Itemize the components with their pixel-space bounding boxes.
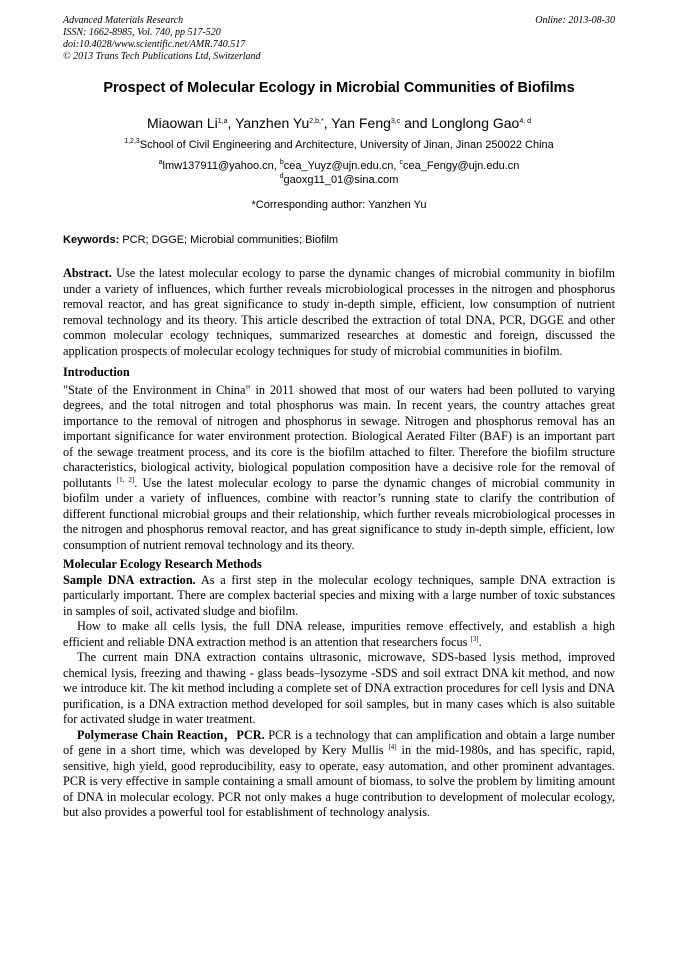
- intro-text: "State of the Environment in China" in 2011 showed that most of our waters had been polluted to varying degrees, and the total nitrogen and total phosphorus was main. In recent years, the country attaches great importance to the removal of nitrogen and phosphorus in sewage. Nitrogen and phosphorus removal has an important significance for water environment protection. Biological Aerated Filter (BAF) is an important part of the sewage treatment process, and its core is the biofilm attached to filter. Therefore the biofilm structure characteristics, biological activity, biological population composition have a decisive role for the removal of pollutants: [63, 382, 615, 490]
- author-emails: [63, 159, 615, 187]
- affiliation: [63, 138, 615, 152]
- pcr-paragraph: [63, 728, 615, 821]
- citation: [3]: [470, 634, 479, 643]
- email-a: lmw137911@yahoo.cn,: [162, 160, 280, 172]
- keywords: [63, 233, 615, 247]
- section-heading-methods: Molecular Ecology Research Methods: [63, 557, 262, 571]
- email-sup: c: [399, 159, 404, 166]
- intro-paragraph: [63, 383, 615, 554]
- section-heading-introduction: Introduction: [63, 365, 130, 379]
- abstract-label: Abstract.: [63, 266, 112, 280]
- dna-paragraph-3: The current main DNA extraction contains ultrasonic, microwave, SDS-based lysis method, improved chemical lysis, freezing and thawing - glass beads–lysozyme -SDS and soil extract DNA kit method, and now we introduce kit. The kit method including a complete set of DNA extraction procedures for cell lysis and DNA purification, is a DNA extraction method developed for soil samples, but in many cases which is also suitable for activated sludge in water treatment.: [63, 650, 615, 726]
- paragraph-text-cont: in the mid-1980s, and has specific, rapid, sensitive, high yield, good reproducibility, easy to operate, easy automation, and other prominent advantages. PCR is very effective in sample containing a small amount of biomass, to solve the problem by limiting amount of DNA in molecular ecology. PCR not only makes a huge contribution to development of molecular ecology, but also provides a powerful tool for establishment of technology analysis.: [63, 743, 615, 819]
- affiliation-text: School of Civil Engineering and Architecture, University of Jinan, Jinan 250022 China: [139, 139, 554, 151]
- author-separator: ,: [227, 115, 236, 131]
- paragraph-text: PCR is a technology that can amplification and obtain a large number of gene in a short time, which was developed by Kery Mullis: [63, 727, 615, 757]
- author-name: Miaowan Li: [146, 115, 218, 131]
- author-sup: 3,c: [390, 118, 401, 125]
- paper-body: [63, 266, 615, 821]
- dna-paragraph-2: [63, 619, 615, 650]
- subsection-label: Sample DNA extraction.: [63, 572, 196, 587]
- journal-issn: ISSN: 1662-8985, Vol. 740, pp 517-520: [63, 27, 221, 38]
- abstract-text: Use the latest molecular ecology to parse the dynamic changes of microbial community in biofilm under a variety of influences, which further reveals microbiological processes in the nitrogen and phosphorus removal reactor, and has great significance to study in-depth simple, efficient, low consumption of nutrient removal technology and its theory. This article described the extraction of total DNA, PCR, DGGE and other common molecular ecology techniques, summarized researches at domestic and foreign, discussed the application prospects of molecular ecology techniques for study of microbial communities in biofilm.: [63, 266, 615, 358]
- author-name: Longlong Gao: [431, 115, 520, 131]
- author-list: [63, 114, 615, 132]
- email-b: cea_Yuyz@ujn.edu.cn,: [283, 160, 400, 172]
- email-sup: b: [279, 159, 284, 166]
- email-sup: d: [279, 173, 284, 180]
- email-c: cea_Fengy@ujn.edu.cn: [403, 160, 520, 172]
- journal-name: Advanced Materials Research: [63, 15, 184, 26]
- citation: [4]: [388, 743, 397, 751]
- keywords-label: Keywords:: [63, 234, 120, 246]
- abstract: [63, 266, 615, 359]
- author-separator: ,: [323, 115, 332, 131]
- author-separator: and: [400, 115, 432, 131]
- paragraph-text: How to make all cells lysis, the full DNA release, impurities remove effectively, and establish a high efficient and reliable DNA extraction method is an attention that researchers focus: [63, 619, 615, 649]
- keywords-text: PCR; DGGE; Microbial communities; Biofilm: [119, 234, 339, 246]
- author-sup: 4, d: [519, 118, 532, 125]
- paragraph-text: As a first step in the molecular ecology techniques, sample DNA extraction is particularly important. There are complex bacterial species and mixing with a large number of toxic substances in samples of soil, activated sludge and biofilm.: [63, 572, 615, 618]
- paper-title: Prospect of Molecular Ecology in Microbial Communities of Biofilms: [103, 80, 575, 96]
- journal-doi: doi:10.4028/www.scientific.net/AMR.740.517: [63, 39, 246, 50]
- paragraph-end: .: [478, 634, 482, 649]
- journal-copyright: © 2013 Trans Tech Publications Ltd, Switzerland: [63, 51, 261, 62]
- citation: [1, 2]: [116, 475, 135, 484]
- intro-text-cont: . Use the latest molecular ecology to parse the dynamic changes of microbial community in biofilm under a variety of influences, combine with reactor’s running state to clarify the contribution of different functional microbial groups and their relationship, which further reveals microbiological processes in the nitrogen and phosphorus removal reactor, and has great significance to study in-depth simple, efficient, low consumption of nutrient removal technology and its theory.: [63, 475, 616, 552]
- subsection-label: Polymerase Chain Reaction，PCR.: [77, 727, 265, 742]
- email-d: gaoxg11_01@sina.com: [283, 174, 399, 186]
- corresponding-author: *Corresponding author: Yanzhen Yu: [251, 199, 427, 211]
- online-date: Online: 2013-08-30: [535, 15, 615, 26]
- email-sup: a: [158, 159, 163, 166]
- author-sup: 1,a: [217, 118, 228, 125]
- journal-header: [63, 15, 615, 63]
- author-name: Yanzhen Yu: [235, 115, 310, 131]
- author-sup: 2,b,*: [309, 118, 324, 125]
- author-name: Yan Feng: [331, 115, 391, 131]
- dna-extraction-paragraph: [63, 573, 615, 620]
- affiliation-sup: 1,2,3: [124, 138, 140, 145]
